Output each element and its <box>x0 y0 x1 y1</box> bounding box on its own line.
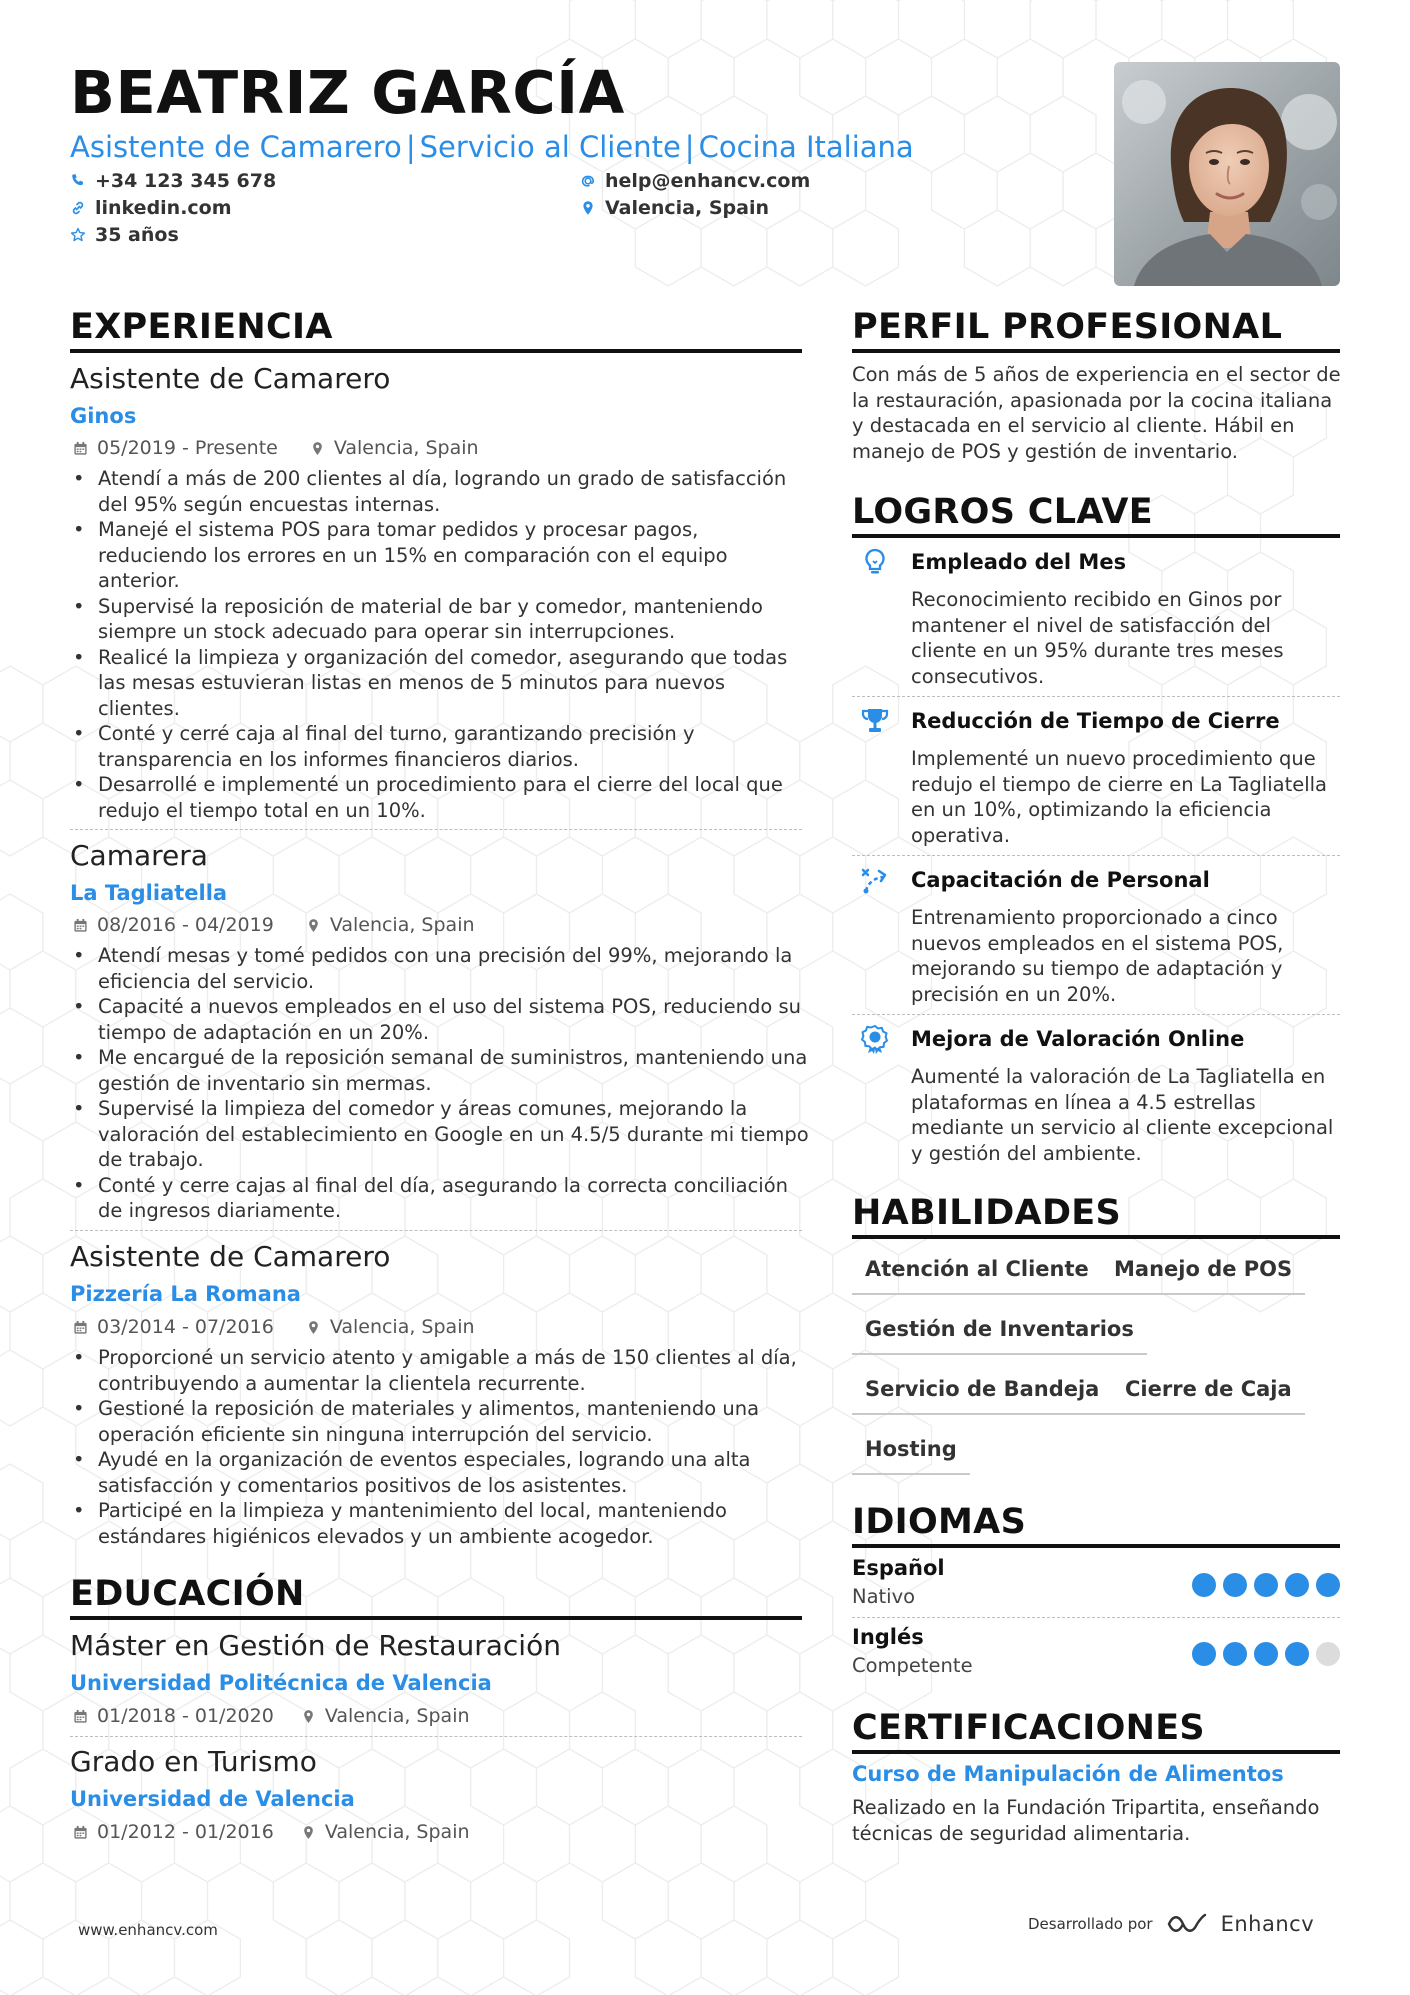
job-bullet: • Realicé la limpieza y organización del comedor, asegurando que todas las mesas estuvieran listas en menos de 5 minutos para nuevos clientes. <box>70 645 810 722</box>
calendar-icon <box>73 1709 88 1724</box>
job-dates: 08/2016 - 04/2019 <box>97 914 274 936</box>
job-location: Valencia, Spain <box>329 1316 475 1338</box>
education-separator <box>70 1736 802 1737</box>
company-name: Ginos <box>70 404 137 428</box>
skills-section-title: HABILIDADES <box>852 1193 1122 1233</box>
contact-age <box>70 224 179 246</box>
phone-icon <box>70 173 86 189</box>
achievement-description: Aumenté la valoración de La Tagliatella en plataformas en línea a 4.5 estrellas mediante un servicio al cliente excepcional y gestión del ambiente. <box>911 1065 1334 1165</box>
linkedin-text: linkedin.com <box>95 197 232 219</box>
map-pin-icon <box>301 1825 316 1840</box>
footer-branding[interactable] <box>1028 1911 1314 1937</box>
job-bullet: • Supervisé la limpieza del comedor y áreas comunes, mejorando la valoración del establecimiento en Google en un 4.5/5 durante mi tiempo de trabajo. <box>70 1096 810 1173</box>
job-bullet: • Desarrollé e implementé un procedimiento para el cierre del local que redujo el tiempo total en un 10%. <box>70 772 810 823</box>
calendar-icon <box>73 1825 88 1840</box>
job-meta <box>73 437 479 459</box>
headline-role: Asistente de Camarero <box>70 130 402 164</box>
school-name: Universidad de Valencia <box>70 1787 355 1811</box>
skill-tag: Hosting <box>852 1437 970 1475</box>
achievement-description: Entrenamiento proporcionado a cinco nuevos empleados en el sistema POS, mejorando su tiempo de adaptación y precisión en un 20%. <box>911 906 1284 1006</box>
language-level: Nativo <box>852 1585 916 1608</box>
job-separator <box>70 1230 802 1231</box>
job-bullet: • Ayudé en la organización de eventos especiales, logrando una alta satisfacción y comentarios positivos de los asistentes. <box>70 1447 810 1498</box>
job-title: Asistente de Camarero <box>70 1240 391 1273</box>
contact-linkedin[interactable] <box>70 197 232 219</box>
rating-dot-filled <box>1316 1573 1340 1597</box>
lightbulb-icon <box>860 547 890 577</box>
map-pin-icon <box>306 918 321 933</box>
headline-focus: Servicio al Cliente <box>419 130 681 164</box>
calendar-icon <box>73 918 88 933</box>
contact-phone[interactable] <box>70 170 276 192</box>
rating-dot-filled <box>1254 1642 1278 1666</box>
achievements-section-title: LOGROS CLAVE <box>852 492 1153 532</box>
link-icon <box>70 200 86 216</box>
strategy-icon <box>860 865 890 895</box>
job-bullets <box>70 1345 810 1549</box>
profile-summary: Con más de 5 años de experiencia en el sector de la restauración, apasionada por la cocina italiana y destacada en el servicio al cliente. Hábil en manejo de POS y gestión de inventario. <box>852 363 1341 463</box>
rating-dot-filled <box>1285 1642 1309 1666</box>
education-location: Valencia, Spain <box>324 1821 470 1843</box>
achievement-separator <box>852 696 1340 697</box>
company-name: La Tagliatella <box>70 881 228 905</box>
skill-tag: Atención al Cliente <box>852 1257 1102 1295</box>
award-badge-icon <box>860 1024 890 1054</box>
map-pin-icon <box>301 1709 316 1724</box>
language-rating <box>1192 1642 1340 1666</box>
job-location: Valencia, Spain <box>333 437 479 459</box>
phone-text: +34 123 345 678 <box>95 170 277 192</box>
candidate-name: BEATRIZ GARCÍA <box>70 58 625 127</box>
map-pin-icon <box>580 200 596 216</box>
achievement-description: Reconocimiento recibido en Ginos por mantener el nivel de satisfacción del cliente en un 95% durante tres meses consecutivos. <box>911 588 1284 688</box>
star-icon <box>70 227 86 243</box>
job-bullet: • Conté y cerre cajas al final del día, asegurando la correcta conciliación de ingresos diariamente. <box>70 1173 810 1224</box>
achievement-title: Capacitación de Personal <box>911 868 1210 892</box>
location-text: Valencia, Spain <box>605 197 769 219</box>
at-icon <box>580 173 596 189</box>
skills-divider <box>852 1235 1340 1239</box>
job-dates: 03/2014 - 07/2016 <box>97 1316 274 1338</box>
contact-email[interactable] <box>580 170 810 192</box>
profile-section-title: PERFIL PROFESIONAL <box>852 307 1283 347</box>
rating-dot-filled <box>1192 1573 1216 1597</box>
achievement-title: Empleado del Mes <box>911 550 1127 574</box>
skill-tag: Servicio de Bandeja <box>852 1377 1112 1415</box>
skill-tag: Manejo de POS <box>1101 1257 1305 1295</box>
rating-dot-filled <box>1192 1642 1216 1666</box>
job-meta <box>73 1316 475 1338</box>
headline-separator: | <box>684 130 695 164</box>
rating-dot-filled <box>1254 1573 1278 1597</box>
rating-dot-filled <box>1223 1642 1247 1666</box>
achievement-separator <box>852 855 1340 856</box>
education-meta <box>73 1821 470 1843</box>
footer-website[interactable]: www.enhancv.com <box>78 1921 218 1939</box>
skill-tag: Cierre de Caja <box>1112 1377 1305 1415</box>
language-separator <box>852 1617 1340 1618</box>
certifications-divider <box>852 1750 1340 1754</box>
achievement-description: Implementé un nuevo procedimiento que redujo el tiempo de cierre en La Tagliatella en un 10%, optimizando la eficiencia operativa. <box>911 747 1328 847</box>
job-bullet: • Supervisé la reposición de material de bar y comedor, manteniendo siempre un stock adecuado para operar sin interrupciones. <box>70 594 810 645</box>
degree-title: Máster en Gestión de Restauración <box>70 1629 561 1662</box>
job-bullets <box>70 466 810 823</box>
job-dates: 05/2019 - Presente <box>97 437 278 459</box>
rating-dot-empty <box>1316 1642 1340 1666</box>
achievement-separator <box>852 1014 1340 1015</box>
map-pin-icon <box>306 1320 321 1335</box>
headline-separator: | <box>405 130 416 164</box>
enhancv-logo-icon <box>1165 1911 1209 1937</box>
headline <box>70 130 914 164</box>
map-pin-icon <box>310 441 325 456</box>
rating-dot-filled <box>1223 1573 1247 1597</box>
brand-name: Enhancv <box>1220 1912 1315 1936</box>
job-bullet: • Participé en la limpieza y mantenimiento del local, manteniendo estándares higiénicos elevados y un ambiente acogedor. <box>70 1498 810 1549</box>
trophy-icon <box>860 706 890 736</box>
certification-title: Curso de Manipulación de Alimentos <box>852 1762 1284 1786</box>
job-bullet: • Capacité a nuevos empleados en el uso del sistema POS, reduciendo su tiempo de adaptación en un 20%. <box>70 994 810 1045</box>
calendar-icon <box>73 441 88 456</box>
headline-specialty: Cocina Italiana <box>698 130 914 164</box>
languages-divider <box>852 1544 1340 1548</box>
contact-location <box>580 197 769 219</box>
school-name: Universidad Politécnica de Valencia <box>70 1671 492 1695</box>
language-name: Inglés <box>852 1625 924 1649</box>
job-title: Asistente de Camarero <box>70 362 391 395</box>
company-name: Pizzería La Romana <box>70 1282 301 1306</box>
rating-dot-filled <box>1285 1573 1309 1597</box>
job-bullet: • Manejé el sistema POS para tomar pedidos y procesar pagos, reduciendo los errores en un 15% en comparación con el equipo anterior. <box>70 517 810 594</box>
email-text: help@enhancv.com <box>605 170 811 192</box>
job-bullet: • Me encargué de la reposición semanal de suministros, manteniendo una gestión de inventario sin mermas. <box>70 1045 810 1096</box>
job-meta <box>73 914 475 936</box>
experience-section-title: EXPERIENCIA <box>70 307 333 347</box>
job-bullet: • Proporcioné un servicio atento y amigable a más de 150 clientes al día, contribuyendo a aumentar la clientela recurrente. <box>70 1345 810 1396</box>
job-bullet: • Atendí mesas y tomé pedidos con una precisión del 99%, mejorando la eficiencia del servicio. <box>70 943 810 994</box>
degree-title: Grado en Turismo <box>70 1745 317 1778</box>
achievement-title: Reducción de Tiempo de Cierre <box>911 709 1280 733</box>
job-title: Camarera <box>70 839 208 872</box>
experience-divider <box>70 349 802 353</box>
certification-description: Realizado en la Fundación Tripartita, enseñando técnicas de seguridad alimentaria. <box>852 1796 1320 1845</box>
calendar-icon <box>73 1320 88 1335</box>
profile-photo <box>1114 62 1340 286</box>
job-bullet: • Gestioné la reposición de materiales y alimentos, manteniendo una operación eficiente sin ninguna interrupción del servicio. <box>70 1396 810 1447</box>
job-bullets <box>70 943 810 1224</box>
achievement-title: Mejora de Valoración Online <box>911 1027 1245 1051</box>
language-name: Español <box>852 1556 945 1580</box>
language-level: Competente <box>852 1654 973 1677</box>
education-divider <box>70 1616 802 1620</box>
education-dates: 01/2012 - 01/2016 <box>97 1821 274 1843</box>
language-rating <box>1192 1573 1340 1597</box>
job-bullet: • Conté y cerré caja al final del turno, garantizando precisión y transparencia en los informes financieros diarios. <box>70 721 810 772</box>
skill-tag: Gestión de Inventarios <box>852 1317 1147 1355</box>
job-location: Valencia, Spain <box>329 914 475 936</box>
education-dates: 01/2018 - 01/2020 <box>97 1705 274 1727</box>
powered-by-text: Desarrollado por <box>1028 1915 1153 1933</box>
education-section-title: EDUCACIÓN <box>70 1574 305 1614</box>
job-bullet: • Atendí a más de 200 clientes al día, logrando un grado de satisfacción del 95% según encuestas internas. <box>70 466 810 517</box>
certifications-section-title: CERTIFICACIONES <box>852 1708 1205 1748</box>
age-text: 35 años <box>95 224 179 246</box>
job-separator <box>70 829 802 830</box>
achievements-divider <box>852 534 1340 538</box>
languages-section-title: IDIOMAS <box>852 1502 1027 1542</box>
profile-divider <box>852 349 1340 353</box>
education-location: Valencia, Spain <box>324 1705 470 1727</box>
education-meta <box>73 1705 470 1727</box>
